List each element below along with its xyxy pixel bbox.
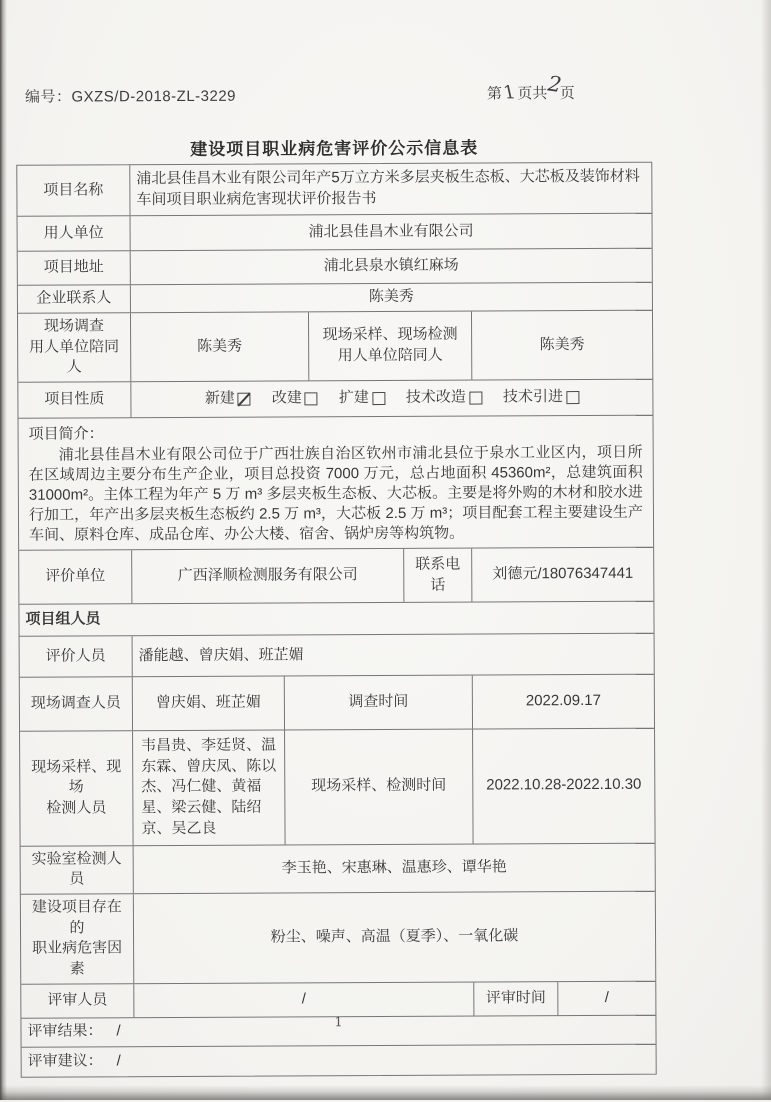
doc-title: 建设项目职业病危害评价公示信息表 [190, 138, 479, 159]
handwritten-page-total: 2 [546, 71, 564, 97]
page-middle: 页共 [517, 85, 548, 103]
option-tech-import [503, 387, 579, 408]
option-expansion [339, 388, 385, 409]
review-suggestion [22, 1044, 656, 1076]
value-contact: 陈美秀 [368, 288, 414, 306]
value-review-time: / [604, 988, 609, 1006]
footer-page-number: 1 [334, 1015, 343, 1031]
checkbox-checked-icon [238, 393, 251, 406]
label-review-time: 评审时间 [474, 982, 558, 1015]
option-new-construction [205, 389, 251, 410]
label-sampling-time: 现场采样、检测时间 [285, 730, 474, 844]
value-project-nature [131, 380, 652, 418]
team-header: 项目组人员 [25, 610, 101, 628]
label-contact: 企业联系人 [18, 285, 131, 313]
scan-edge-right [761, 0, 771, 1100]
review-suggestion-value: / [116, 1052, 121, 1070]
value-sampling-escort: 陈美秀 [539, 335, 585, 353]
row-survey [20, 675, 654, 732]
label-hazards: 建设项目存在的 职业病危害因素 [21, 894, 134, 983]
value-address: 浦北县泉水镇红麻场 [323, 256, 459, 275]
checkbox-icon [469, 392, 482, 405]
row-sampling [20, 729, 655, 847]
label-survey-time: 调查时间 [285, 676, 473, 730]
row-review-suggestion [22, 1044, 656, 1076]
value-survey-staff: 曾庆娟、班芷媚 [133, 677, 285, 731]
form-table [16, 162, 656, 1078]
label-evaluators: 评价人员 [20, 636, 133, 677]
row-review [21, 981, 655, 1018]
page-indicator [486, 71, 575, 104]
option-label: 改建 [271, 389, 302, 407]
row-contact [18, 283, 652, 314]
value-survey-time: 2022.09.17 [525, 692, 601, 710]
intro-label: 项目简介： [28, 425, 104, 443]
value-hazards: 粉尘、噪声、高温（夏季）、一氧化碳 [270, 927, 519, 946]
value-eval-unit: 广西泽顺检测服务有限公司 [132, 549, 404, 603]
option-label: 技术引进 [502, 388, 563, 406]
row-project-intro [19, 416, 654, 551]
value-evaluators: 潘能越、曾庆娟、班芷媚 [138, 646, 304, 664]
scan-edge-bottom [0, 1085, 771, 1100]
row-employer [18, 214, 652, 252]
label-eval-unit: 评价单位 [19, 550, 132, 604]
project-intro [19, 416, 654, 550]
page-suffix: 页 [559, 85, 575, 103]
value-employer: 浦北县佳昌木业有限公司 [308, 222, 474, 241]
option-tech-upgrade [406, 388, 482, 409]
label-survey-escort: 现场调查 用人单位陪同人 [18, 313, 131, 382]
value-phone: 刘德元/18076347441 [492, 565, 634, 583]
label-employer: 用人单位 [18, 216, 131, 251]
label-sampling-escort: 现场采样、现场检测 用人单位陪同人 [309, 312, 472, 381]
row-lab-staff [21, 843, 655, 894]
review-result-label: 评审结果： [27, 1022, 103, 1041]
review-result-value: / [116, 1022, 121, 1040]
value-sampling-staff: 韦昌贵、李廷贤、温东霖、曾庆凤、陈以杰、冯仁健、黄福星、梁云健、陆绍京、吴乙良 [133, 731, 286, 845]
checkbox-icon [566, 391, 579, 404]
label-survey: 现场调查人员 [20, 677, 133, 731]
option-label: 技术改造 [405, 388, 466, 407]
row-project-nature [18, 380, 652, 419]
label-address: 项目地址 [18, 251, 131, 285]
page-prefix: 第 [486, 85, 502, 103]
option-label: 新建 [204, 389, 235, 408]
checkbox-icon [305, 392, 318, 405]
scan-edge-left [0, 0, 7, 1100]
option-rebuild [272, 389, 318, 410]
row-hazards [21, 892, 655, 985]
checkbox-icon [372, 392, 385, 405]
value-sampling-time: 2022.10.28-2022.10.30 [486, 776, 642, 794]
label-project-nature: 项目性质 [18, 382, 131, 418]
handwritten-page-current: 1 [501, 82, 518, 104]
review-suggestion-label: 评审建议： [27, 1052, 103, 1070]
value-review-staff: / [134, 982, 474, 1017]
row-eval-unit [19, 548, 653, 605]
value-survey-escort: 陈美秀 [131, 312, 309, 381]
doc-number: 编号：GXZS/D-2018-ZL-3229 [24, 87, 237, 106]
label-phone: 联系电话 [404, 549, 472, 602]
intro-text: 浦北县佳昌木业有限公司位于广西壮族自治区钦州市浦北县位于泉水工业区内，项日所在区域周边主要分布生产企业，项目总投资 7000 万元，总占地面积 45360m²，总建筑面积 31000m²。主体工程为年产 5 万 m³ 多层夹板生态板、大芯板。主要是将外购的木材和胶水进行加工，年产出多层夹板生态板约 2.5 万 m³，大芯板 2.5 万 m³；项目配套工程主要建设生产车间、原料仓库、成品仓库、办公大楼、宿舍、锅炉房等构筑物。 [28, 443, 644, 544]
option-label: 扩建 [338, 389, 369, 407]
label-lab-staff: 实验室检测人员 [21, 846, 134, 894]
row-address [18, 249, 652, 286]
value-project-name: 浦北县佳昌木业有限公司年产5万立方米多层夹板生态板、大芯板及装饰材料车间项目职业病危害现状评价报告书 [136, 168, 640, 209]
row-team-header [19, 602, 653, 637]
label-project-name: 项目名称 [17, 165, 130, 216]
label-review: 评审人员 [21, 984, 134, 1018]
row-escort [18, 311, 652, 383]
label-sampling: 现场采样、现场 检测人员 [20, 731, 134, 845]
row-project-name [17, 163, 651, 217]
row-evaluators [20, 634, 654, 678]
value-lab-staff: 李玉艳、宋惠琳、温惠珍、谭华艳 [281, 858, 507, 877]
